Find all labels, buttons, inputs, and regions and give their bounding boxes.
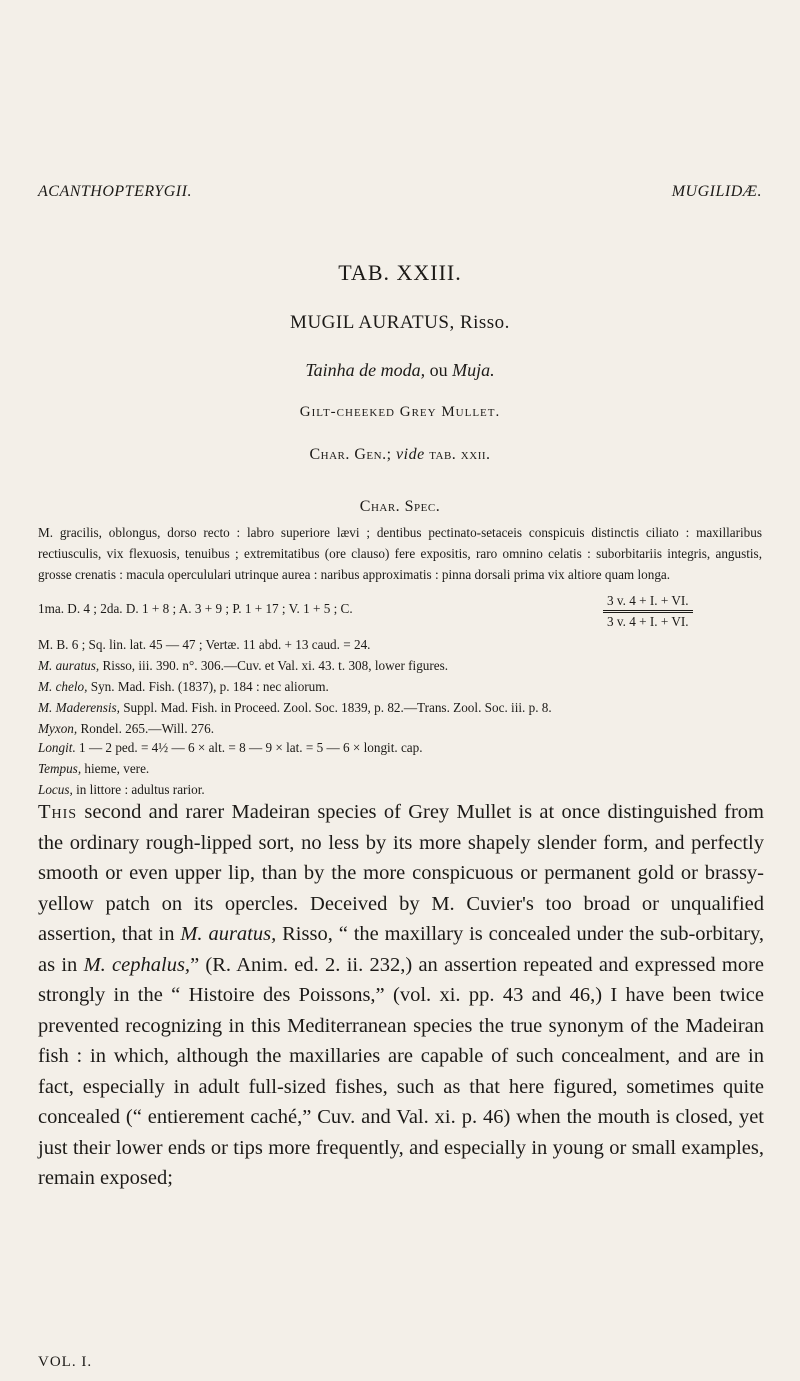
running-head-left: ACANTHOPTERYGII.	[38, 183, 192, 200]
caudal-fraction	[603, 593, 693, 630]
species-author: Risso.	[459, 312, 510, 333]
measure-line	[38, 737, 762, 758]
char-gen-ref: tab. xxii.	[429, 446, 491, 463]
synonym-line	[38, 676, 762, 697]
measurements	[38, 737, 762, 800]
body-text-3: ” (R. Anim. ed. 2. ii. 232,) an assertion repeated and expressed more strongly in the “ Histoire des Poissons,” (vol. xi. pp. 43 and 46,) I have been twice prevented recognizing in this Mediterranean species the true synonym of the Madeiran fish : in which, although the maxillaries are capable of such concealment, and are in fact, especially in adult full-sized fishes, such as that here figured, sometimes quite concealed (“ entierement caché,” Cuv. and Val. xi. p. 46) when the mouth is closed, yet just their lower ends or tips more frequently, and especially in young or small examples, remain exposed;	[38, 953, 765, 1189]
caudal-numerator: 3 v. 4 + I. + VI.	[603, 593, 693, 613]
synonym-ref: Syn. Mad. Fish. (1837), p. 184 : nec aliorum.	[90, 679, 329, 694]
measure-line	[38, 758, 762, 779]
running-head	[38, 183, 762, 201]
body-text-1: second and rarer Madeiran species of Grey Mullet is at once distinguished from the ordinary rough-lipped sort, no less by its more shapely slender form, and perfectly smooth or even upper lip, than by the more conspicuous or permanent gold or brassy-yellow patch on its opercles. Deceived by M. Cuvier's too broad or unqualified assertion, that in	[38, 801, 764, 945]
char-gen-sep: ;	[386, 446, 392, 463]
char-spec-heading: Char. Spec.	[359, 498, 441, 515]
body-italic-1: M. auratus,	[180, 923, 277, 945]
english-name: Gilt-cheeked Grey Mullet.	[299, 404, 501, 420]
species-heading	[0, 312, 800, 334]
char-gen	[0, 446, 800, 464]
measure-value: 1 — 2 ped. = 4½ — 6 × alt. = 8 — 9 × lat. = 5 — 6 × longit. cap.	[79, 740, 423, 755]
synonym-ref: Rondel. 265.—Will. 276.	[80, 721, 215, 736]
vernacular-names	[0, 360, 800, 381]
plate-title: TAB. XXIII.	[338, 260, 462, 285]
measure-value: hieme, vere.	[84, 761, 150, 776]
synonym-name: M. auratus,	[38, 658, 100, 673]
diagnosis: M. gracilis, oblongus, dorso recto : labro superiore lævi ; dentibus pectinato-setaceis conspicuis distinctis ciliato : maxillaribus rectiusculis, vix flexuosis, tenuibus ; extremitatibus (ore clauso) fere expositis, raro omnino celatis : suborbitariis integris, angustis, grosse crenatis : macula opercululari utrinque aurea : naribus approximatis : pinna dorsali prima vix altiore quam longa.	[38, 525, 762, 582]
synonym-name: M. Maderensis,	[38, 700, 120, 715]
char-gen-label: Char. Gen.	[309, 446, 387, 463]
synonym-ref: Risso, iii. 390. n°. 306.—Cuv. et Val. xi. 43. t. 308, lower figures.	[102, 658, 449, 673]
running-head-right: MUGILIDÆ.	[671, 183, 762, 200]
references	[38, 634, 762, 739]
fin-formula-text: 1ma. D. 4 ; 2da. D. 1 + 8 ; A. 3 + 9 ; P. 1 + 17 ; V. 1 + 5 ; C.	[38, 601, 353, 616]
synonym-line	[38, 697, 762, 718]
vernacular-a: Tainha de moda,	[305, 360, 426, 380]
vernacular-or: ou	[429, 360, 448, 380]
body-text-2: Risso, “ the maxillary is concealed under the sub-orbitary, as in	[38, 923, 764, 976]
char-gen-vide: vide	[396, 446, 425, 463]
body-italic-2: M. cephalus,	[83, 953, 191, 976]
measure-label: Tempus,	[38, 761, 82, 776]
measure-label: Locus,	[38, 782, 73, 797]
signature-mark: VOL. I.	[38, 1354, 93, 1370]
vernacular-b: Muja.	[452, 360, 495, 380]
synonym-line	[38, 655, 762, 676]
caudal-denominator: 3 v. 4 + I. + VI.	[607, 614, 689, 629]
body-dropcap: This	[38, 801, 78, 823]
synonym-name: Myxon,	[38, 721, 78, 736]
synonym-name: M. chelo,	[38, 679, 88, 694]
synonym-ref: Suppl. Mad. Fish. in Proceed. Zool. Soc. 1839, p. 82.—Trans. Zool. Soc. iii. p. 8.	[123, 700, 552, 715]
body-paragraph	[38, 797, 764, 1194]
measure-value: in littore : adultus rarior.	[76, 782, 205, 797]
measure-label: Longit.	[38, 740, 76, 755]
synonym-line	[38, 718, 762, 739]
species-name: MUGIL AURATUS,	[290, 312, 455, 333]
mb-line: M. B. 6 ; Sq. lin. lat. 45 — 47 ; Vertæ. 11 abd. + 13 caud. = 24.	[38, 637, 371, 652]
